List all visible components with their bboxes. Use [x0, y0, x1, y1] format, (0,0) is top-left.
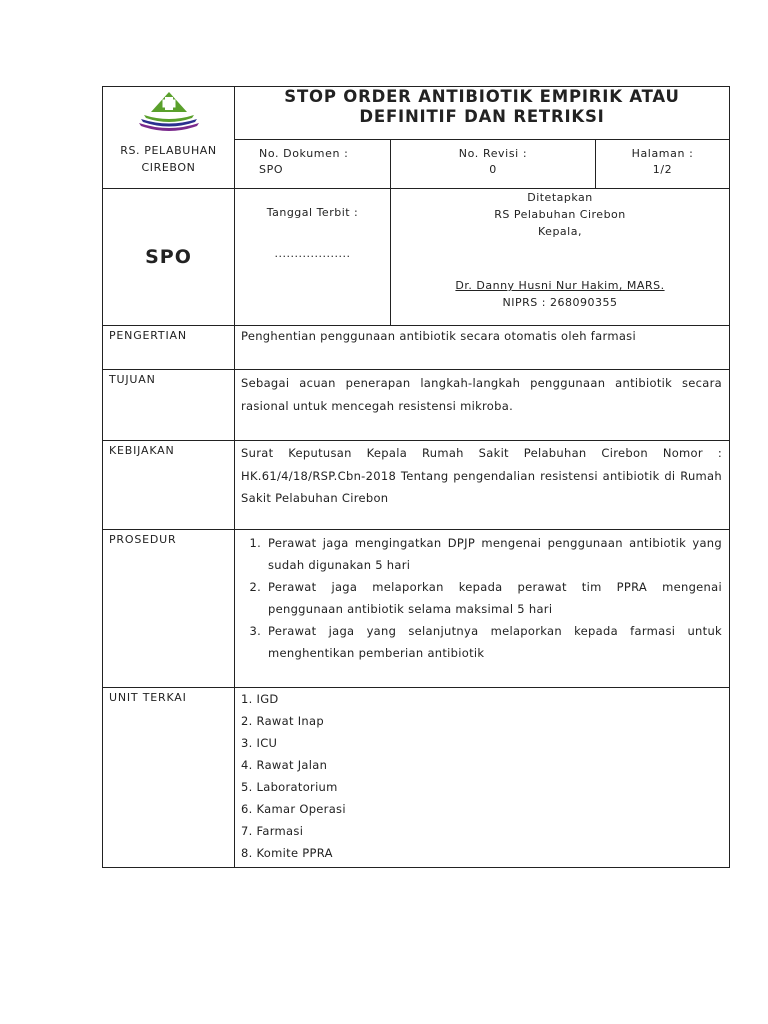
revision-value: 0: [489, 163, 497, 176]
kebijakan-text: Surat Keputusan Kepala Rumah Sakit Pelabuhan Cirebon Nomor : HK.61/4/18/RSP.Cbn-2018 Tentang pengendalian resistensi antibiotik di Rumah Sakit Pelabuhan Cirebon: [235, 441, 730, 530]
issue-date-label: Tanggal Terbit :: [266, 206, 359, 219]
issue-date-value: ...................: [274, 247, 351, 260]
unit-item: 4. Rawat Jalan: [241, 758, 328, 772]
doc-number-cell: [235, 140, 391, 189]
signer-name: Dr. Danny Husni Nur Hakim, MARS.: [455, 279, 665, 292]
approval-cell: [391, 189, 730, 326]
title-line1: STOP ORDER ANTIBIOTIK EMPIRIK ATAU: [284, 87, 680, 106]
hospital-name: [103, 142, 234, 176]
procedure-step: 2. Perawat jaga melaporkan kepada perawat tim PPRA mengenai penggunaan antibiotik selama maksimal 5 hari: [265, 576, 722, 620]
approval-institution: RS Pelabuhan Cirebon: [494, 208, 626, 221]
spo-label: SPO: [145, 246, 192, 268]
spo-document: [102, 86, 729, 868]
unit-item: 2. Rawat Inap: [241, 714, 324, 728]
doc-number-value: SPO: [259, 163, 284, 176]
unit-item: 6. Kamar Operasi: [241, 802, 346, 816]
prosedur-label: PROSEDUR: [103, 530, 235, 688]
unit-terkait-label: UNIT TERKAI: [103, 688, 235, 868]
unit-item: 3. ICU: [241, 736, 278, 750]
hospital-logo: [134, 90, 204, 136]
prosedur-content: [235, 530, 730, 688]
logo-cell: [103, 87, 235, 189]
procedure-step: 3. Perawat jaga yang selanjutnya melaporkan kepada farmasi untuk menghentikan pemberian antibiotik: [265, 620, 722, 664]
hospital-name-line2: CIREBON: [141, 161, 196, 174]
tujuan-text: Sebagai acuan penerapan langkah-langkah penggunaan antibiotik secara rasional untuk mencegah resistensi mikroba.: [235, 370, 730, 441]
page-value: 1/2: [652, 163, 673, 176]
revision-label: No. Revisi :: [458, 147, 528, 160]
unit-item: 5. Laboratorium: [241, 780, 338, 794]
unit-terkait-content: [235, 688, 730, 868]
title-line2: DEFINITIF DAN RETRIKSI: [359, 107, 605, 126]
hospital-name-line1: RS. PELABUHAN: [120, 144, 217, 157]
pengertian-label: PENGERTIAN: [103, 326, 235, 370]
revision-cell: [391, 140, 596, 189]
approval-established: Ditetapkan: [527, 191, 593, 204]
unit-list: [241, 688, 722, 864]
procedure-step: 1. Perawat jaga mengingatkan DPJP mengenai penggunaan antibiotik yang sudah digunakan 5 hari: [265, 532, 722, 576]
spo-label-cell: [103, 189, 235, 326]
document-title: [235, 87, 730, 140]
approval-position: Kepala,: [538, 225, 582, 238]
issue-date-cell: [235, 189, 391, 326]
kebijakan-label: KEBIJAKAN: [103, 441, 235, 530]
unit-item: 1. IGD: [241, 692, 279, 706]
unit-item: 8. Komite PPRA: [241, 846, 333, 860]
doc-number-label: No. Dokumen :: [259, 147, 349, 160]
unit-item: 7. Farmasi: [241, 824, 304, 838]
procedure-list: [241, 532, 722, 664]
pengertian-text: Penghentian penggunaan antibiotik secara otomatis oleh farmasi: [235, 326, 730, 370]
page-cell: [596, 140, 730, 189]
tujuan-label: TUJUAN: [103, 370, 235, 441]
signer-id: NIPRS : 268090355: [502, 296, 618, 309]
page-label: Halaman :: [631, 147, 694, 160]
